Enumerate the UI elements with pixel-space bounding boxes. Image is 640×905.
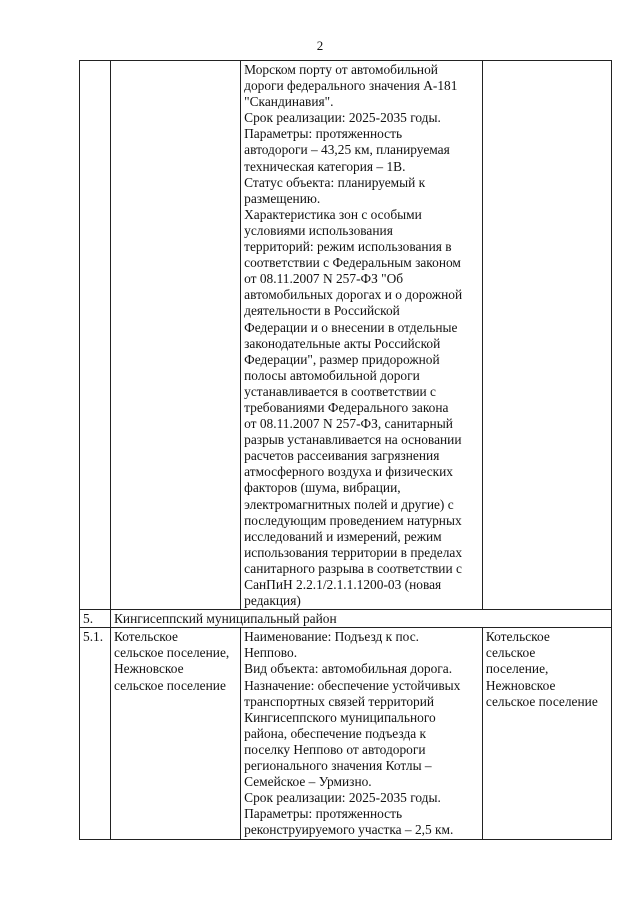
text-line: факторов (шума, вибрации, bbox=[244, 480, 401, 496]
text-line: электромагнитных полей и другие) с bbox=[244, 496, 454, 512]
text-line: атмосферного воздуха и физических bbox=[244, 464, 454, 480]
row-number-cell bbox=[80, 61, 111, 610]
text-line: Нежновское bbox=[485, 677, 556, 693]
text-line: условиями использования bbox=[244, 222, 393, 238]
text-line: Наименование: Подъезд к пос. bbox=[244, 629, 420, 645]
description-lines bbox=[244, 62, 479, 609]
text-line: сельское поселение, bbox=[113, 645, 230, 661]
text-line: полосы автомобильной дороги bbox=[244, 367, 420, 383]
text-line: поселку Неппово от автодороги bbox=[244, 741, 426, 757]
item-location-cell bbox=[110, 628, 240, 839]
text-line: сельское поселение bbox=[485, 693, 598, 709]
text-line: Параметры: протяженность bbox=[244, 806, 403, 822]
text-line: поселение, bbox=[485, 661, 549, 677]
section-title-cell: Кингисеппский муниципальный район bbox=[110, 610, 611, 628]
text-line: Семейское – Урмизно. bbox=[244, 774, 372, 790]
text-line: Срок реализации: 2025-2035 годы. bbox=[244, 110, 441, 126]
text-line: автодороги – 43,25 км, планируемая bbox=[244, 142, 450, 158]
text-line: района, обеспечение подъезда к bbox=[244, 725, 427, 741]
text-line: деятельности в Российской bbox=[244, 303, 400, 319]
text-line: требованиями Федерального закона bbox=[244, 399, 449, 415]
text-line: техническая категория – 1В. bbox=[244, 158, 406, 174]
text-line: последующим проведением натурных bbox=[244, 512, 462, 528]
text-line: санитарного разрыва в соответствии с bbox=[244, 560, 462, 576]
text-line: сельское поселение bbox=[113, 677, 226, 693]
text-line: "Скандинавия". bbox=[244, 94, 334, 110]
item-description-cell bbox=[241, 628, 483, 839]
table-row-item bbox=[80, 628, 612, 839]
item-description-lines bbox=[244, 629, 479, 838]
text-line: разрыв устанавливается на основании bbox=[244, 432, 462, 448]
text-line: автомобильных дорогах и о дорожной bbox=[244, 287, 463, 303]
section-number-cell: 5. bbox=[80, 610, 111, 628]
text-line: Морском порту от автомобильной bbox=[244, 62, 438, 77]
text-line: Статус объекта: планируемый к bbox=[244, 174, 426, 190]
text-line: Срок реализации: 2025-2035 годы. bbox=[244, 790, 441, 806]
text-line: дороги федерального значения А-181 bbox=[244, 78, 458, 94]
item-location-lines bbox=[114, 629, 237, 693]
text-line: СанПиН 2.2.1/2.1.1.1200-03 (новая bbox=[244, 577, 442, 592]
text-line: Нежновское bbox=[113, 661, 184, 677]
text-line: законодательные акты Российской bbox=[244, 335, 441, 351]
text-line: от 08.11.2007 N 257-ФЗ, санитарный bbox=[244, 416, 453, 432]
item-relation-lines bbox=[486, 629, 608, 709]
description-cell bbox=[241, 61, 483, 610]
item-relation-cell bbox=[482, 628, 611, 839]
table-row-section bbox=[80, 610, 612, 628]
text-line: реконструируемого участка – 2,5 км. bbox=[244, 822, 454, 838]
text-line: устанавливается в соответствии с bbox=[244, 383, 436, 399]
text-line: Параметры: протяженность bbox=[244, 126, 403, 142]
text-line: Назначение: обеспечение устойчивых bbox=[244, 677, 461, 693]
territory-planning-table bbox=[79, 60, 612, 840]
page-number: 2 bbox=[316, 38, 324, 53]
text-line: Неппово. bbox=[244, 645, 298, 661]
text-line: Кингисеппского муниципального bbox=[244, 709, 436, 725]
text-line: редакция) bbox=[244, 593, 301, 609]
text-line: территорий: режим использования в bbox=[244, 239, 452, 255]
location-cell bbox=[110, 61, 240, 610]
text-line: Характеристика зон с особыми bbox=[244, 206, 422, 222]
relation-cell bbox=[482, 61, 611, 610]
table-row-continuation bbox=[80, 61, 612, 610]
text-line: регионального значения Котлы – bbox=[244, 758, 432, 774]
text-line: расчетов рассеивания загрязнения bbox=[244, 448, 440, 464]
text-line: от 08.11.2007 N 257-ФЗ "Об bbox=[244, 271, 404, 287]
text-line: размещению. bbox=[244, 190, 321, 206]
text-line: Федерации", размер придорожной bbox=[244, 351, 440, 367]
item-number-cell: 5.1. bbox=[80, 628, 111, 839]
text-line: транспортных связей территорий bbox=[244, 693, 435, 709]
text-line: Котельское bbox=[113, 629, 178, 645]
text-line: Федерации и о внесении в отдельные bbox=[244, 319, 458, 335]
text-line: сельское bbox=[485, 645, 536, 661]
text-line: Вид объекта: автомобильная дорога. bbox=[244, 661, 453, 677]
text-line: Котельское bbox=[485, 629, 550, 645]
text-line: исследований и измерений, режим bbox=[244, 528, 442, 544]
text-line: соответствии с Федеральным законом bbox=[244, 255, 461, 271]
text-line: использования территории в пределах bbox=[244, 544, 463, 560]
